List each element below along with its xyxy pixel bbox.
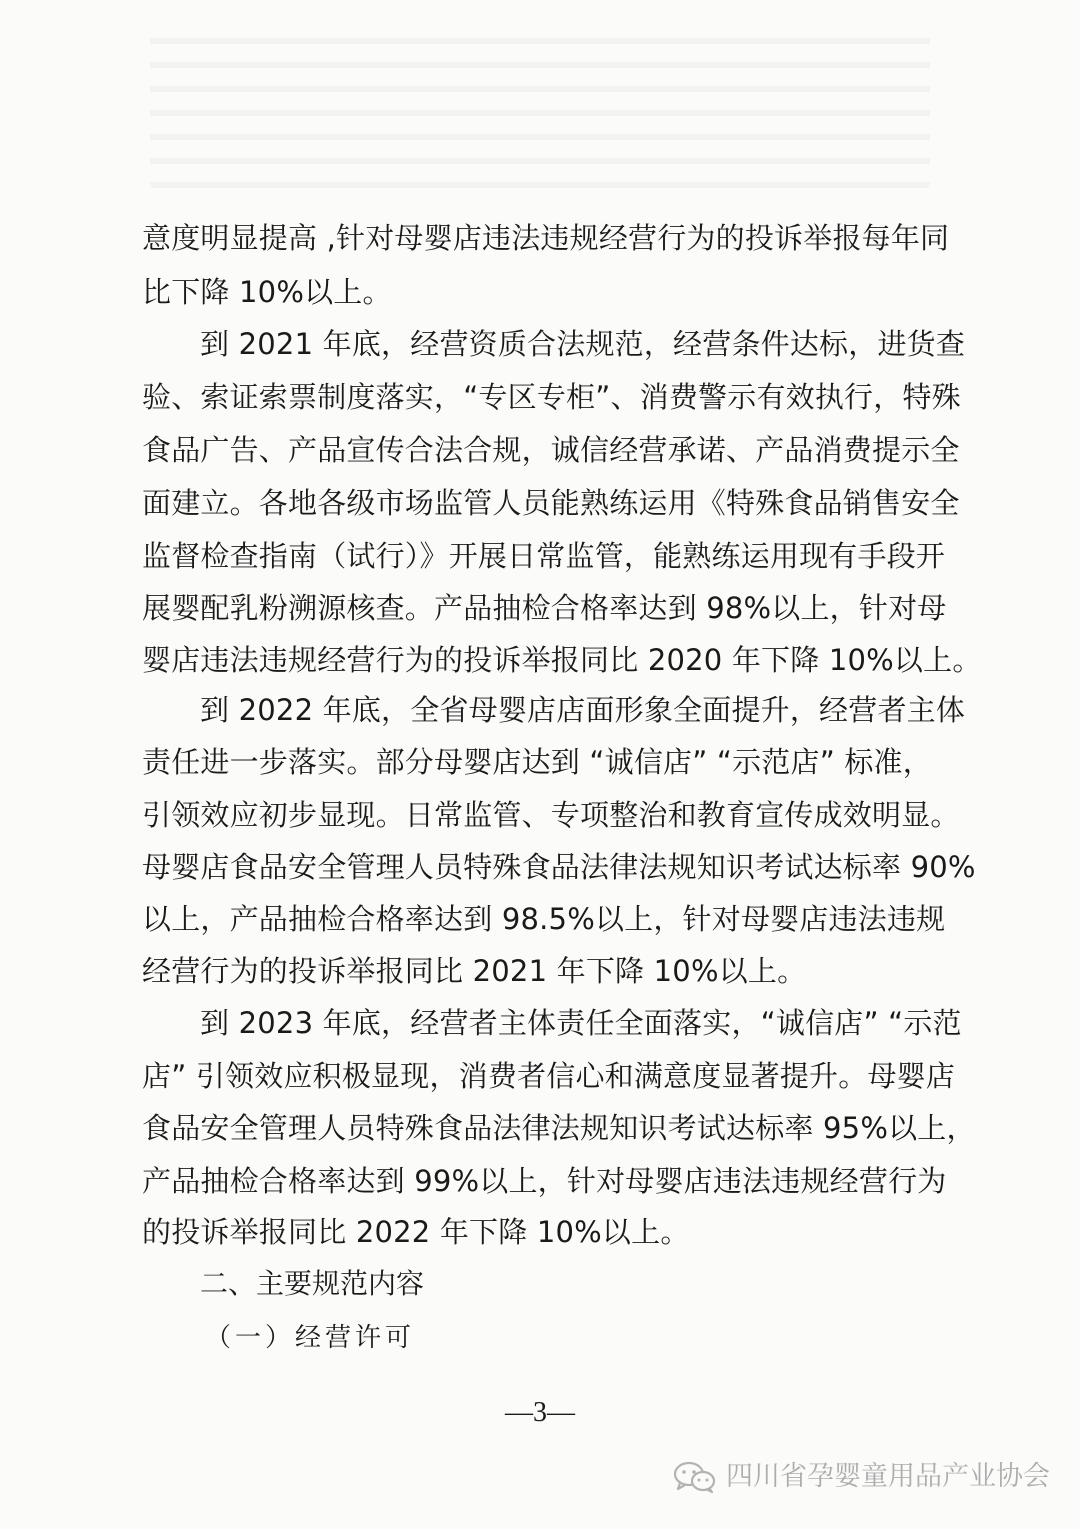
body-line: 食品广告、产品宣传合法合规，诚信经营承诺、产品消费提示全 (142, 433, 960, 467)
watermark-text: 四川省孕婴童用品产业协会 (726, 1461, 1050, 1492)
paragraph-2023-start: 到 2023 年底，经营者主体责任全面落实，“诚信店” “示范 (200, 1006, 962, 1040)
paragraph-2021-start: 到 2021 年底，经营资质合法规范，经营条件达标，进货查 (200, 327, 966, 361)
body-line: 意度明显提高 ,针对母婴店违法违规经营行为的投诉举报每年同 (142, 221, 950, 255)
bleed-through-shadow (150, 20, 930, 190)
wechat-icon (672, 1460, 718, 1494)
body-line: 以上，产品抽检合格率达到 98.5%以上，针对母婴店违法违规 (142, 902, 946, 936)
paragraph-2022-start: 到 2022 年底，全省母婴店店面形象全面提升，经营者主体 (200, 693, 966, 727)
section-heading: 二、主要规范内容 (200, 1267, 425, 1300)
body-line: 食品安全管理人员特殊食品法律法规知识考试达标率 95%以上， (142, 1111, 976, 1145)
body-line: 引领效应初步显现。日常监管、专项整治和教育宣传成效明显。 (142, 798, 960, 832)
subsection-heading: （一）经营许可 (205, 1323, 416, 1353)
body-line: 婴店违法违规经营行为的投诉举报同比 2020 年下降 10%以上。 (142, 643, 982, 677)
page-number: —3— (505, 1397, 575, 1428)
body-line: 比下降 10%以上。 (142, 275, 392, 309)
body-line: 责任进一步落实。部分母婴店达到 “诚信店” “示范店” 标准， (142, 745, 932, 779)
body-line: 的投诉举报同比 2022 年下降 10%以上。 (142, 1215, 690, 1249)
body-line: 监督检查指南（试行）》开展日常监管，能熟练运用现有手段开 (142, 539, 946, 573)
body-line: 产品抽检合格率达到 99%以上，针对母婴店违法违规经营行为 (142, 1164, 947, 1198)
body-line: 店” 引领效应积极显现，消费者信心和满意度显著提升。母婴店 (142, 1059, 956, 1093)
watermark (672, 1460, 1050, 1494)
body-line: 母婴店食品安全管理人员特殊食品法律法规知识考试达标率 90% (142, 850, 976, 884)
body-line: 验、索证索票制度落实，“专区专柜”、消费警示有效执行，特殊 (142, 380, 961, 414)
body-line: 面建立。各地各级市场监管人员能熟练运用《特殊食品销售安全 (142, 486, 960, 520)
body-line: 经营行为的投诉举报同比 2021 年下降 10%以上。 (142, 954, 807, 988)
body-line: 展婴配乳粉溯源核查。产品抽检合格率达到 98%以上，针对母 (142, 591, 947, 625)
